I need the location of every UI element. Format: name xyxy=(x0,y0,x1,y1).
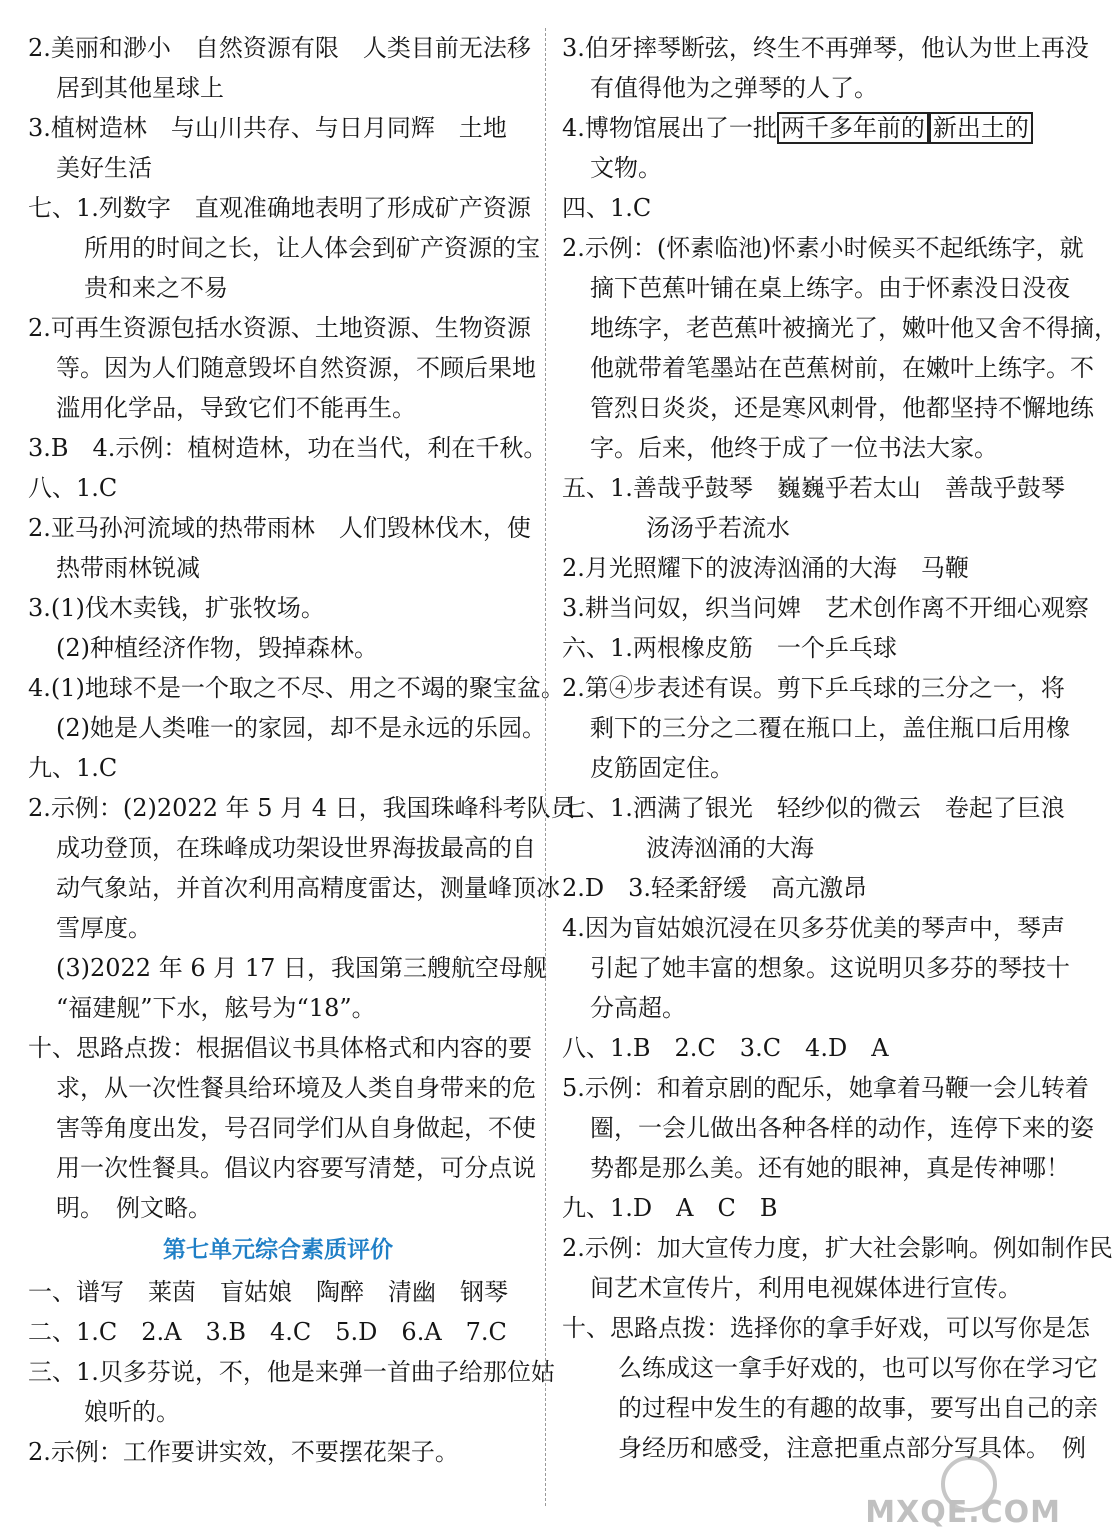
answer-line: (2)她是人类唯一的家园，却不是永远的乐园。 xyxy=(56,714,546,742)
left-column xyxy=(28,28,575,1472)
answer-line: 美好生活 xyxy=(56,154,152,182)
answer-text: 4.博物馆展出了一批 xyxy=(562,114,777,142)
answer-line: 七、1.列数字 直观准确地表明了形成矿产资源 xyxy=(28,194,531,222)
answer-line: 五、1.善哉乎鼓琴 巍巍乎若太山 善哉乎鼓琴 xyxy=(562,474,1065,502)
answer-line: 娘听的。 xyxy=(84,1398,180,1426)
answer-line: 摘下芭蕉叶铺在桌上练字。由于怀素没日没夜 xyxy=(590,274,1070,302)
answer-line: 3.(1)伐木卖钱，扩张牧场。 xyxy=(28,594,325,622)
answer-line: 明。 例文略。 xyxy=(56,1194,212,1222)
answer-line: 地练字，老芭蕉叶被摘光了，嫩叶他又舍不得摘， xyxy=(590,314,1118,342)
answer-line: 八、1.B 2.C 3.C 4.D A xyxy=(562,1034,889,1062)
answer-line: 动气象站，并首次利用高精度雷达，测量峰顶冰 xyxy=(56,874,560,902)
answer-line: 4.因为盲姑娘沉浸在贝多芬优美的琴声中，琴声 xyxy=(562,914,1065,942)
answer-line: 滥用化学品，导致它们不能再生。 xyxy=(56,394,416,422)
right-answer-lines xyxy=(562,28,1118,1468)
answer-line: 成功登顶，在珠峰成功架设世界海拔最高的自 xyxy=(56,834,536,862)
answer-line: 2.D 3.轻柔舒缓 高亢激昂 xyxy=(562,874,868,902)
answer-line: 雪厚度。 xyxy=(56,914,152,942)
answer-line: 皮筋固定住。 xyxy=(590,754,734,782)
answer-line: 他就带着笔墨站在芭蕉树前，在嫩叶上练字。不 xyxy=(590,354,1094,382)
answer-line: 文物。 xyxy=(590,154,662,182)
answer-line: 有值得他为之弹琴的人了。 xyxy=(590,74,878,102)
watermark xyxy=(851,1456,1061,1530)
answer-line: 么练成这一拿手好戏的，也可以写你在学习它 xyxy=(618,1354,1098,1382)
answer-line: 八、1.C xyxy=(28,474,118,502)
answer-line: 2.可再生资源包括水资源、土地资源、生物资源 xyxy=(28,314,531,342)
answer-line: 4.(1)地球不是一个取之不尽、用之不竭的聚宝盆。 xyxy=(28,674,565,702)
answer-line: 九、1.D A C B xyxy=(562,1194,778,1222)
left-answer-lines xyxy=(28,28,575,1228)
answer-line: 管烈日炎炎，还是寒风刺骨，他都坚持不懈地练 xyxy=(590,394,1094,422)
answer-line: 贵和来之不易 xyxy=(84,274,228,302)
answer-line: 所用的时间之长，让人体会到矿产资源的宝 xyxy=(84,234,540,262)
answer-line: 引起了她丰富的想象。这说明贝多芬的琴技十 xyxy=(590,954,1070,982)
answer-line: 2.示例：工作要讲实效，不要摆花架子。 xyxy=(28,1438,459,1466)
answer-line: 圈，一会儿做出各种各样的动作，连停下来的姿 xyxy=(590,1114,1094,1142)
answer-line: 居到其他星球上 xyxy=(56,74,224,102)
answer-line: 2.示例：(2)2022 年 5 月 4 日，我国珠峰科考队员 xyxy=(28,794,575,822)
answer-line: 身经历和感受，注意把重点部分写具体。 例 xyxy=(618,1434,1086,1462)
answer-line xyxy=(562,108,1058,148)
answer-line: 害等角度出发，号召同学们从自身做起，不使 xyxy=(56,1114,536,1142)
answer-line: 四、1.C xyxy=(562,194,652,222)
answer-line: 3.B 4.示例：植树造林，功在当代，利在千秋。 xyxy=(28,434,548,462)
section-title: 第七单元综合素质评价 xyxy=(163,1237,393,1263)
watermark-text: MXQE.COM xyxy=(865,1495,1061,1530)
answer-line: 5.示例：和着京剧的配乐，她拿着马鞭一会儿转着 xyxy=(562,1074,1089,1102)
answer-line: 等。因为人们随意毁坏自然资源，不顾后果地 xyxy=(56,354,536,382)
answer-line: 一、谱写 莱茵 盲姑娘 陶醉 清幽 钢琴 xyxy=(28,1278,508,1306)
answer-line: 2.月光照耀下的波涛汹涌的大海 马鞭 xyxy=(562,554,969,582)
answer-line: 九、1.C xyxy=(28,754,118,782)
answer-line: 间艺术宣传片，利用电视媒体进行宣传。 xyxy=(590,1274,1022,1302)
column-divider xyxy=(545,28,546,1506)
answer-line: 剩下的三分之二覆在瓶口上，盖住瓶口后用橡 xyxy=(590,714,1070,742)
left-answer-lines-after xyxy=(28,1272,555,1472)
answer-line: (3)2022 年 6 月 17 日，我国第三艘航空母舰 xyxy=(56,954,548,982)
answer-line: 3.植树造林 与山川共存、与日月同辉 土地 xyxy=(28,114,507,142)
answer-line: 字。后来，他终于成了一位书法大家。 xyxy=(590,434,998,462)
answer-line: 3.伯牙摔琴断弦，终生不再弹琴，他认为世上再没 xyxy=(562,34,1089,62)
answer-line: 汤汤乎若流水 xyxy=(646,514,790,542)
answer-line: 2.示例：加大宣传力度，扩大社会影响。例如制作民 xyxy=(562,1234,1113,1262)
answer-line: 分高超。 xyxy=(590,994,686,1022)
answer-line: 二、1.C 2.A 3.B 4.C 5.D 6.A 7.C xyxy=(28,1318,507,1346)
answer-line: 十、思路点拨：选择你的拿手好戏，可以写你是怎 xyxy=(562,1314,1090,1342)
answer-line: 势都是那么美。还有她的眼神，真是传神哪！ xyxy=(590,1154,1070,1182)
answer-line: (2)种植经济作物，毁掉森林。 xyxy=(56,634,378,662)
answer-line: 2.亚马孙河流域的热带雨林 人们毁林伐木，使 xyxy=(28,514,531,542)
answer-line: 求，从一次性餐具给环境及人类自身带来的危 xyxy=(56,1074,536,1102)
answer-line: 热带雨林锐减 xyxy=(56,554,200,582)
answer-line: 六、1.两根橡皮筋 一个乒乓球 xyxy=(562,634,897,662)
answer-line: 十、思路点拨：根据倡议书具体格式和内容的要 xyxy=(28,1034,532,1062)
answer-line: 波涛汹涌的大海 xyxy=(646,834,814,862)
answer-line: 2.美丽和渺小 自然资源有限 人类目前无法移 xyxy=(28,34,531,62)
right-column xyxy=(562,28,1118,1468)
answer-line: 三、1.贝多芬说，不，他是来弹一首曲子给那位姑 xyxy=(28,1358,555,1386)
answer-line: 用一次性餐具。倡议内容要写清楚，可分点说 xyxy=(56,1154,536,1182)
answer-line: 七、1.洒满了银光 轻纱似的微云 卷起了巨浪 xyxy=(562,794,1065,822)
boxed-phrase: 新出土的 xyxy=(929,112,1033,144)
answer-line: 3.耕当问奴，织当问婢 艺术创作离不开细心观察 xyxy=(562,594,1089,622)
answer-line: “福建舰”下水，舷号为“18”。 xyxy=(56,994,376,1022)
answer-line: 2.第④步表述有误。剪下乒乓球的三分之一，将 xyxy=(562,674,1065,702)
boxed-phrase: 两千多年前的 xyxy=(777,112,929,144)
answer-line: 的过程中发生的有趣的故事，要写出自己的亲 xyxy=(618,1394,1098,1422)
answer-line: 2.示例：(怀素临池)怀素小时候买不起纸练字，就 xyxy=(562,234,1084,262)
